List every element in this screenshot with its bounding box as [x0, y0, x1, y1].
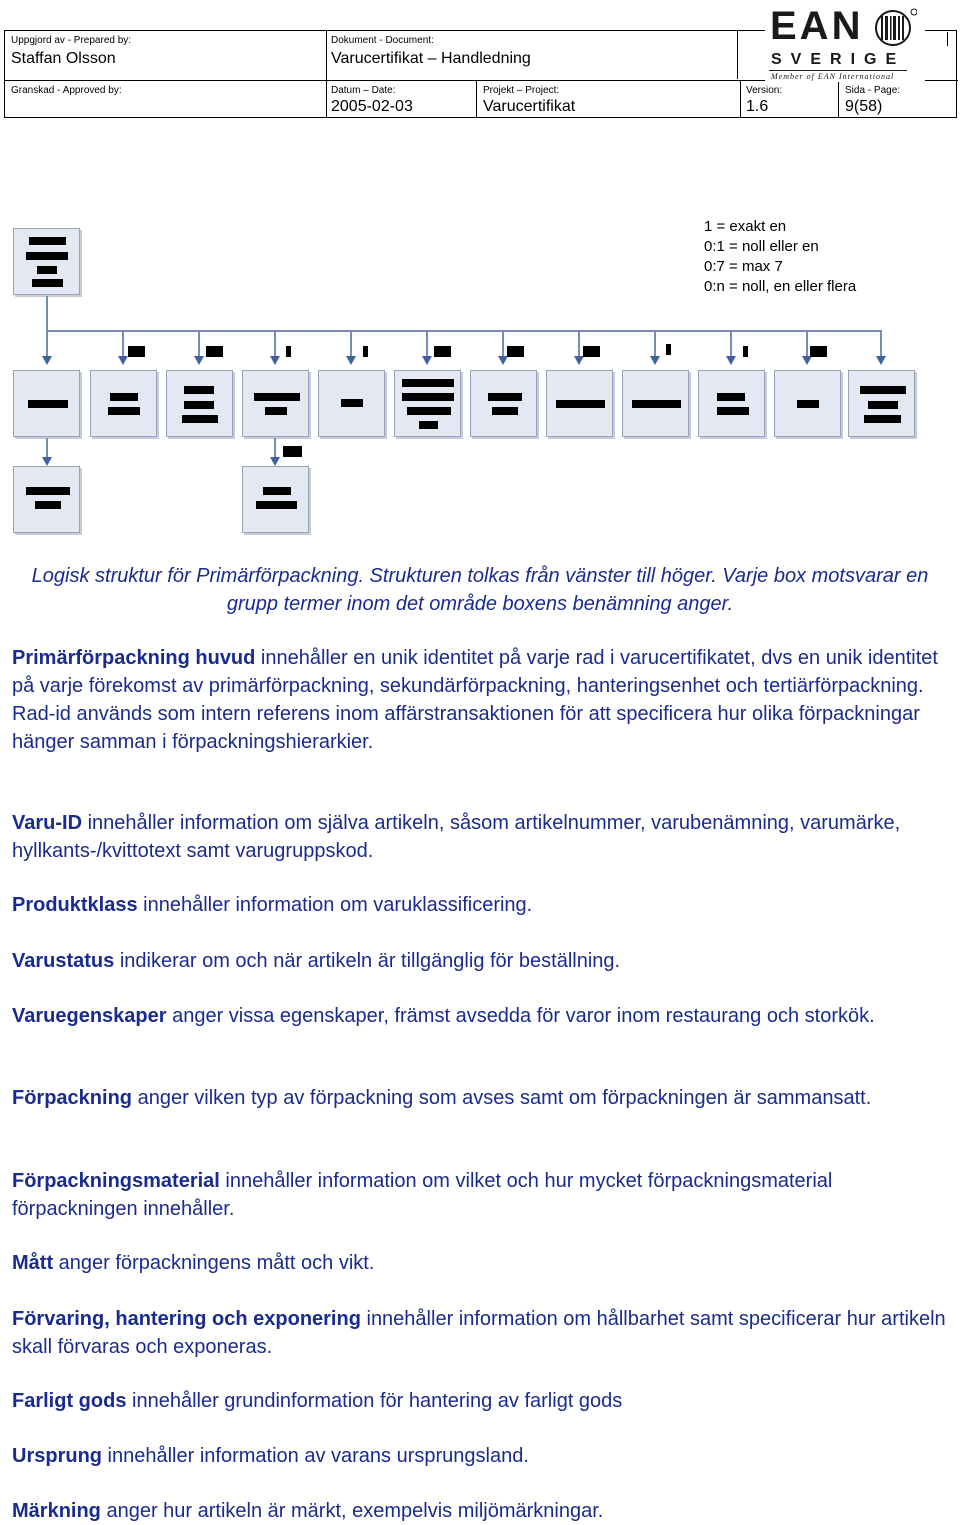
description: anger vilken typ av förpackning som avses samt om förpackningen är sammansatt. — [132, 1087, 872, 1109]
term: Ursprung — [12, 1445, 102, 1467]
redacted-label — [717, 393, 745, 401]
redacted-label — [492, 407, 518, 415]
cardinality-mark — [363, 346, 368, 357]
logo-ean-text: EAN — [770, 4, 864, 48]
paragraph — [12, 1084, 947, 1112]
term: Förpackning — [12, 1087, 133, 1109]
redacted-label — [717, 407, 749, 415]
diagram-box — [13, 370, 80, 437]
term: Förvaring, hantering och exponering — [12, 1308, 361, 1330]
redacted-label — [860, 386, 906, 394]
paragraph — [12, 1305, 947, 1361]
description: innehåller information om varuklassificering. — [137, 894, 533, 916]
diagram-box — [848, 370, 915, 437]
connector-line — [274, 330, 276, 358]
term: Farligt gods — [12, 1390, 127, 1412]
paragraph — [12, 644, 947, 756]
diagram-box — [166, 370, 233, 437]
cardinality-mark — [583, 346, 600, 357]
term: Märkning — [12, 1500, 101, 1522]
redacted-label — [110, 393, 138, 401]
description: indikerar om och när artikeln är tillgänglig för beställning. — [114, 950, 621, 972]
description: innehåller en unik identitet på varje rad i varucertifikatet, dvs en unik identitet på varje förekomst av primärförpackning, sekundärförpackning, hanteringsenhet och tertiärförpackning. Rad-id används som intern referens inom affärstransaktionen för att specificera hur olika förpackningar hänger samman i förpackningshierarkier. — [12, 647, 938, 753]
paragraph — [12, 1167, 947, 1223]
connector-line — [426, 330, 428, 358]
connector-line — [654, 330, 656, 358]
redacted-label — [35, 501, 61, 509]
diagram-root-box — [13, 228, 80, 295]
logo-tagline: Member of EAN International — [771, 72, 895, 81]
diagram-box — [470, 370, 537, 437]
diagram-box — [242, 370, 309, 437]
prepared-by-label: Uppgjord av - Prepared by: — [11, 35, 132, 46]
connector-line — [578, 330, 580, 358]
redacted-label — [32, 279, 63, 287]
redacted-label — [28, 400, 68, 408]
redacted-label — [868, 401, 898, 409]
ean-sverige-logo — [765, 4, 925, 82]
diagram-box — [394, 370, 461, 437]
document-label: Dokument - Document: — [331, 35, 434, 46]
arrow-icon — [574, 356, 584, 365]
arrow-icon — [194, 356, 204, 365]
redacted-label — [341, 399, 363, 407]
connector-bus — [46, 330, 882, 332]
arrow-icon — [118, 356, 128, 365]
redacted-label — [632, 400, 681, 408]
version-label: Version: — [746, 85, 783, 96]
redacted-label — [26, 252, 68, 260]
term: Primärförpackning huvud — [12, 647, 256, 669]
diagram-box — [698, 370, 765, 437]
logo-divider — [769, 70, 907, 71]
connector-line — [46, 330, 48, 358]
redacted-label — [29, 237, 66, 245]
arrow-icon — [876, 356, 886, 365]
description: innehåller information om hållbarhet samt specificerar hur artikeln skall förvaras och exponeras. — [12, 1308, 946, 1358]
redacted-label — [407, 407, 451, 415]
approved-by-label: Granskad - Approved by: — [11, 85, 122, 96]
arrow-icon — [422, 356, 432, 365]
redacted-label — [419, 421, 438, 429]
redacted-label — [37, 266, 57, 274]
arrow-icon — [270, 457, 280, 466]
redacted-label — [108, 407, 140, 415]
legend-line: 1 = exakt en — [704, 218, 787, 235]
legend-line: 0:1 = noll eller en — [704, 238, 819, 255]
diagram-box — [546, 370, 613, 437]
cardinality-mark — [666, 344, 671, 355]
connector-line — [198, 330, 200, 358]
project-label: Projekt – Project: — [483, 85, 560, 96]
cardinality-mark — [128, 346, 145, 357]
redacted-label — [265, 407, 287, 415]
arrow-icon — [42, 457, 52, 466]
paragraph — [12, 1497, 947, 1525]
cardinality-mark — [283, 446, 302, 457]
connector-line — [730, 330, 732, 358]
redacted-label — [797, 400, 819, 408]
term: Varu-ID — [12, 812, 83, 834]
description: innehåller grundinformation för hantering av farligt gods — [126, 1390, 623, 1412]
diagram-box — [242, 466, 309, 533]
legend-line: 0:n = noll, en eller flera — [704, 278, 857, 295]
connector-line — [350, 330, 352, 358]
cardinality-mark — [434, 346, 451, 357]
arrow-icon — [802, 356, 812, 365]
description: anger vissa egenskaper, främst avsedda för varor inom restaurang och storkök. — [166, 1005, 875, 1027]
paragraph — [12, 1442, 947, 1470]
description: anger förpackningens mått och vikt. — [53, 1252, 375, 1274]
description: anger hur artikeln är märkt, exempelvis miljömärkningar. — [100, 1500, 604, 1522]
header-edge-mark — [947, 32, 948, 46]
legend-line: 0:7 = max 7 — [704, 258, 783, 275]
redacted-label — [556, 400, 605, 408]
paragraph — [12, 947, 947, 975]
redacted-label — [184, 386, 214, 394]
figure-caption: Logisk struktur för Primärförpackning. Strukturen tolkas från vänster till höger. Varje box motsvarar en grupp termer inom det område boxens benämning anger. — [31, 565, 929, 615]
cardinality-mark — [743, 346, 748, 357]
arrow-icon — [270, 356, 280, 365]
paragraph — [12, 1387, 947, 1415]
description: innehåller information om vilket och hur mycket förpackningsmaterial förpackningen innehåller. — [12, 1170, 833, 1220]
paragraph — [12, 1249, 947, 1277]
redacted-label — [184, 401, 214, 409]
arrow-icon — [498, 356, 508, 365]
cardinality-mark — [507, 346, 524, 357]
arrow-icon — [650, 356, 660, 365]
description: innehåller information om själva artikeln, såsom artikelnummer, varubenämning, varumärke, hyllkants-/kvittotext samt varugruppskod. — [12, 812, 901, 862]
term: Mått — [12, 1252, 54, 1274]
version-value: 1.6 — [746, 98, 769, 115]
description: innehåller information av varans ursprungsland. — [102, 1445, 529, 1467]
diagram-box — [622, 370, 689, 437]
project-value: Varucertifikat — [483, 98, 576, 115]
redacted-label — [182, 415, 218, 423]
date-label: Datum – Date: — [331, 85, 396, 96]
page-value: 9(58) — [845, 98, 883, 115]
cardinality-mark — [286, 346, 291, 357]
connector-line — [502, 330, 504, 358]
cardinality-mark — [206, 346, 223, 357]
connector-line — [806, 330, 808, 358]
arrow-icon — [726, 356, 736, 365]
arrow-icon — [346, 356, 356, 365]
prepared-by-value: Staffan Olsson — [11, 50, 116, 67]
date-value: 2005-02-03 — [331, 98, 413, 115]
diagram-box — [774, 370, 841, 437]
redacted-label — [488, 393, 522, 401]
redacted-label — [864, 415, 901, 423]
diagram-box — [13, 466, 80, 533]
diagram-box — [90, 370, 157, 437]
term: Varuegenskaper — [12, 1005, 167, 1027]
paragraph — [12, 1002, 947, 1030]
term: Produktklass — [12, 894, 138, 916]
redacted-label — [256, 501, 297, 509]
barcode-seal-icon — [869, 8, 917, 48]
paragraph — [12, 891, 947, 919]
logo-sverige-text: SVERIGE — [771, 51, 906, 68]
page-label: Sida - Page: — [845, 85, 901, 96]
document-value: Varucertifikat – Handledning — [331, 50, 531, 67]
term: Förpackningsmaterial — [12, 1170, 220, 1192]
redacted-label — [402, 379, 454, 387]
term: Varustatus — [12, 950, 115, 972]
redacted-label — [263, 487, 291, 495]
redacted-label — [254, 393, 300, 401]
redacted-label — [402, 393, 454, 401]
diagram-box — [318, 370, 385, 437]
connector-line — [880, 330, 882, 358]
cardinality-mark — [810, 346, 827, 357]
connector-line — [46, 296, 48, 331]
cardinality-legend — [704, 217, 856, 297]
paragraph — [12, 809, 947, 865]
redacted-label — [26, 487, 70, 495]
connector-line — [122, 330, 124, 358]
arrow-icon — [42, 356, 52, 365]
